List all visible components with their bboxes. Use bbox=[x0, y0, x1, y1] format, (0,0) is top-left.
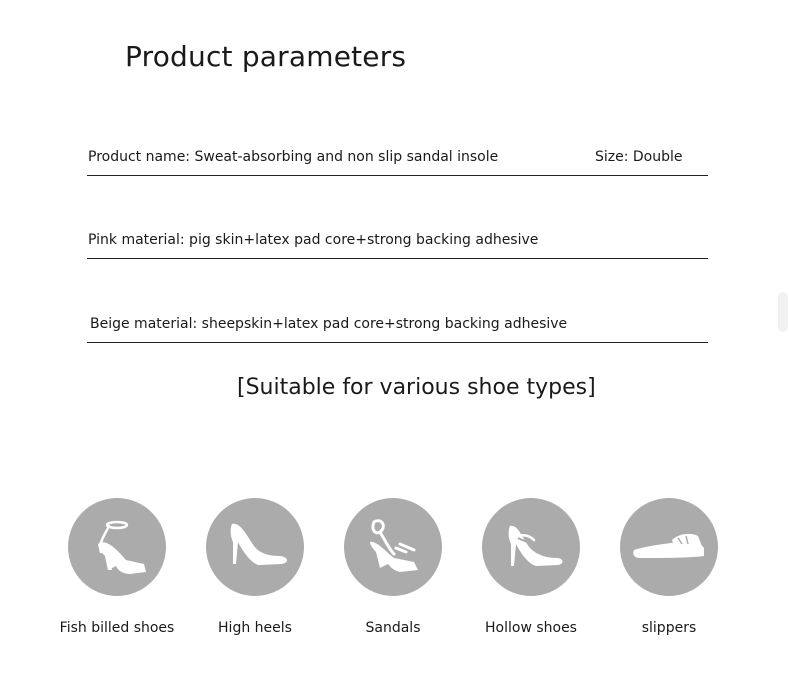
shoe-type-fish-billed bbox=[47, 498, 187, 636]
shoe-label: High heels bbox=[218, 620, 292, 636]
param-row-beige bbox=[87, 302, 708, 343]
shoe-label: Fish billed shoes bbox=[59, 620, 175, 636]
shoe-label: Sandals bbox=[365, 620, 421, 636]
edge-smudge bbox=[778, 292, 788, 332]
product-name-text: Product name: Sweat-absorbing and non slip sandal insole bbox=[88, 149, 499, 165]
pink-material-text: Pink material: pig skin+latex pad core+strong backing adhesive bbox=[88, 232, 539, 248]
shoe-type-hollow bbox=[461, 498, 601, 636]
param-row-name bbox=[87, 133, 708, 176]
beige-material-text: Beige material: sheepskin+latex pad core+strong backing adhesive bbox=[90, 316, 568, 332]
sandal-icon bbox=[344, 498, 442, 596]
page-title: Product parameters bbox=[125, 40, 407, 73]
section-subtitle: [Suitable for various shoe types] bbox=[237, 375, 596, 400]
shoe-label: Hollow shoes bbox=[485, 620, 577, 636]
hollow-shoe-icon bbox=[482, 498, 580, 596]
param-row-pink bbox=[87, 218, 708, 259]
shoe-type-slippers bbox=[599, 498, 739, 636]
high-heel-icon bbox=[206, 498, 304, 596]
platform-heel-icon bbox=[68, 498, 166, 596]
shoe-label: slippers bbox=[641, 620, 697, 636]
slipper-icon bbox=[620, 498, 718, 596]
size-text: Size: Double bbox=[595, 149, 683, 165]
shoe-type-high-heels bbox=[185, 498, 325, 636]
shoe-type-sandals bbox=[323, 498, 463, 636]
